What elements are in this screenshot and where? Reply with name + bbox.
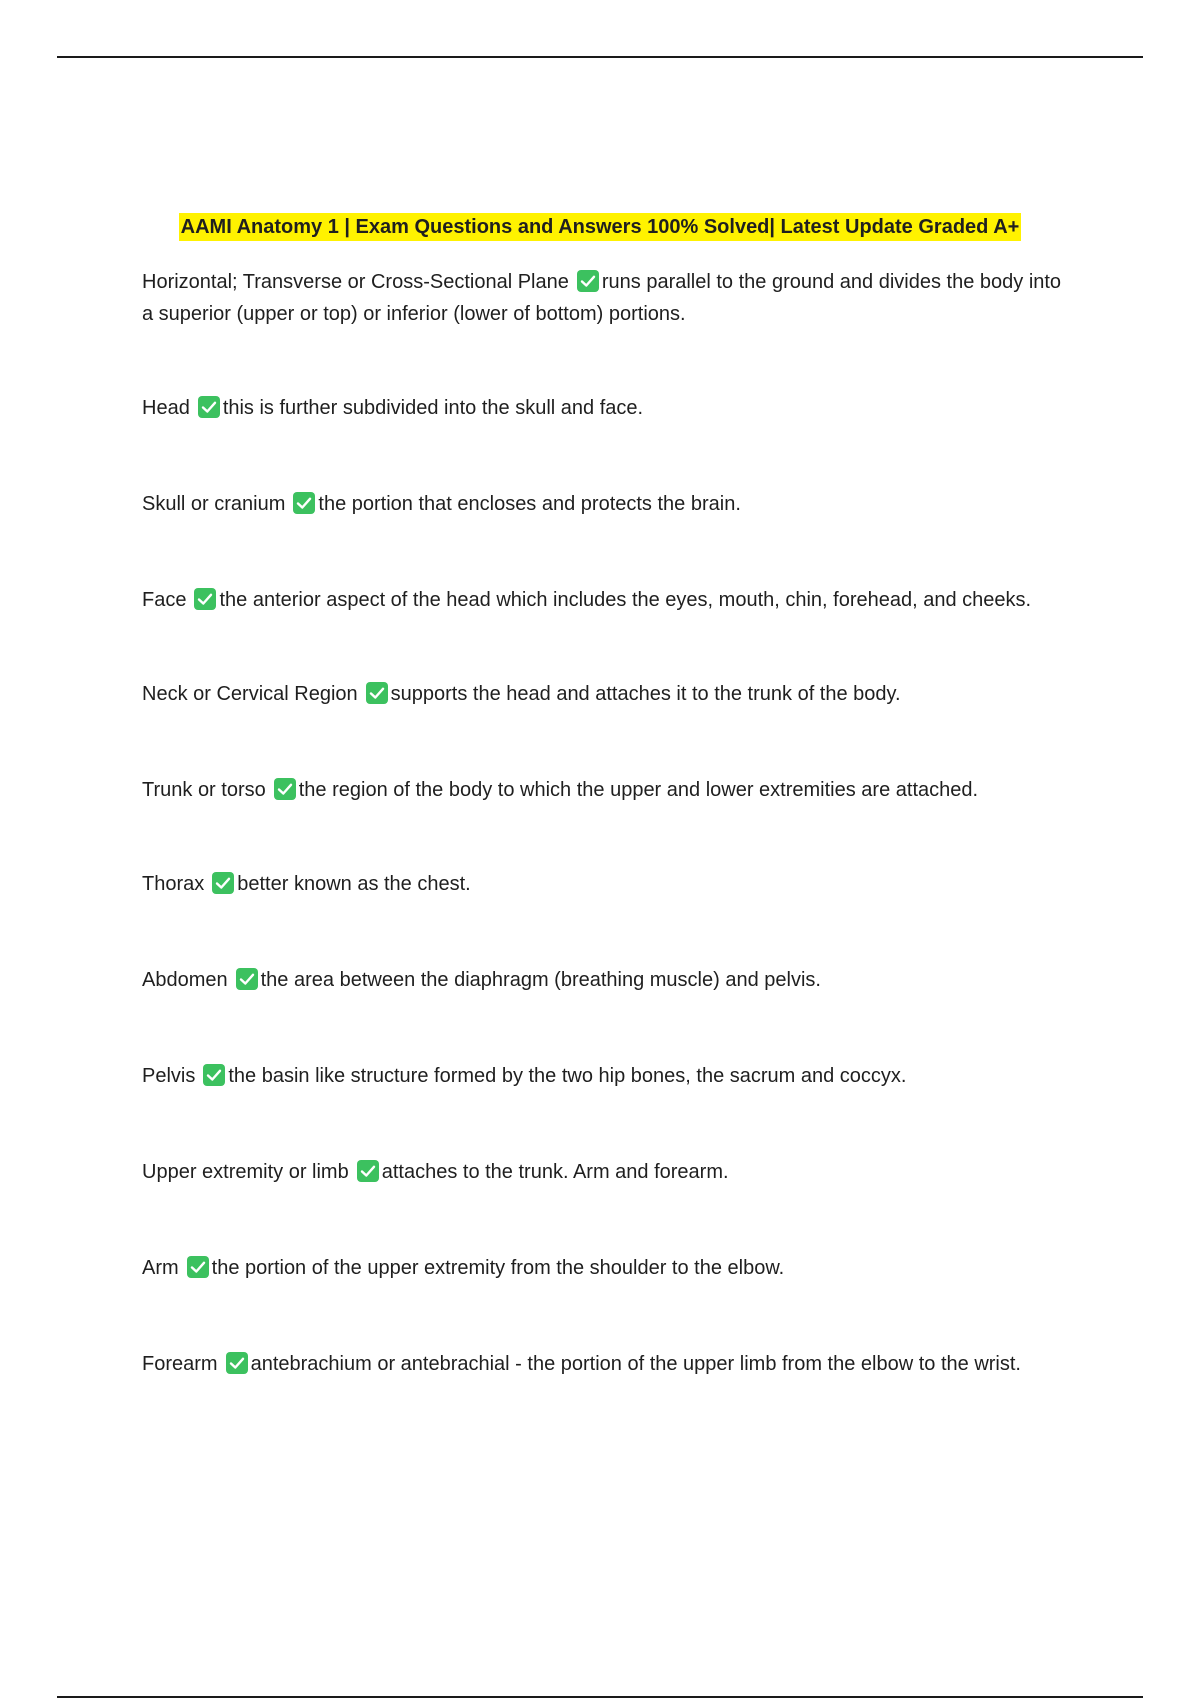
green-checkbox-icon <box>203 1064 225 1086</box>
entry-term: Abdomen <box>142 969 228 991</box>
green-checkbox-icon <box>226 1352 248 1374</box>
entry-definition: the anterior aspect of the head which includes the eyes, mouth, chin, forehead, and cheeks. <box>219 589 1032 611</box>
qa-entry <box>142 1156 1067 1188</box>
green-checkbox-icon <box>293 492 315 514</box>
qa-entry <box>142 392 1067 424</box>
green-checkbox-icon <box>212 872 234 894</box>
green-checkbox-icon <box>187 1256 209 1278</box>
page-top-rule <box>57 56 1143 58</box>
entry-definition: the region of the body to which the upper and lower extremities are attached. <box>298 779 979 801</box>
entry-term: Thorax <box>142 873 205 895</box>
page-bottom-rule <box>57 1696 1143 1698</box>
green-checkbox-icon <box>198 396 220 418</box>
entry-term: Face <box>142 589 187 611</box>
entry-definition: the portion that encloses and protects the brain. <box>318 493 741 515</box>
entry-definition: antebrachium or antebrachial - the portion of the upper limb from the elbow to the wrist. <box>250 1353 1021 1375</box>
entry-term: Trunk or torso <box>142 779 266 801</box>
qa-entry <box>142 488 1067 520</box>
entry-term: Horizontal; Transverse or Cross-Sectional Plane <box>142 271 569 293</box>
green-checkbox-icon <box>236 968 258 990</box>
qa-entry <box>142 1348 1067 1380</box>
title-container <box>0 213 1200 241</box>
entry-definition: better known as the chest. <box>237 873 471 895</box>
entry-term: Arm <box>142 1257 179 1279</box>
entry-term: Head <box>142 397 190 419</box>
qa-entry <box>142 1252 1067 1284</box>
qa-entry <box>142 1060 1067 1092</box>
qa-entry <box>142 774 1067 806</box>
entry-definition: attaches to the trunk. Arm and forearm. <box>381 1161 729 1183</box>
green-checkbox-icon <box>366 682 388 704</box>
entry-definition: the portion of the upper extremity from the shoulder to the elbow. <box>211 1257 785 1279</box>
qa-entry <box>142 964 1067 996</box>
qa-entry <box>142 678 1067 710</box>
entry-definition: this is further subdivided into the skull and face. <box>222 397 644 419</box>
entry-definition: the area between the diaphragm (breathing muscle) and pelvis. <box>260 969 821 991</box>
entry-term: Neck or Cervical Region <box>142 683 358 705</box>
entry-definition: the basin like structure formed by the two hip bones, the sacrum and coccyx. <box>228 1065 907 1087</box>
entry-term: Skull or cranium <box>142 493 286 515</box>
document-title: AAMI Anatomy 1 | Exam Questions and Answers 100% Solved| Latest Update Graded A+ <box>179 213 1022 241</box>
qa-entry <box>142 266 1067 330</box>
entry-definition: runs parallel to the ground and divides the body into a superior (upper or top) or inferior (lower of bottom) portions. <box>142 271 1062 325</box>
entry-definition: supports the head and attaches it to the trunk of the body. <box>390 683 901 705</box>
qa-entry <box>142 868 1067 900</box>
green-checkbox-icon <box>357 1160 379 1182</box>
green-checkbox-icon <box>194 588 216 610</box>
green-checkbox-icon <box>274 778 296 800</box>
entry-term: Pelvis <box>142 1065 196 1087</box>
entry-term: Upper extremity or limb <box>142 1161 349 1183</box>
qa-entry <box>142 584 1067 616</box>
qa-list <box>142 266 1067 1442</box>
entry-term: Forearm <box>142 1353 218 1375</box>
green-checkbox-icon <box>577 270 599 292</box>
